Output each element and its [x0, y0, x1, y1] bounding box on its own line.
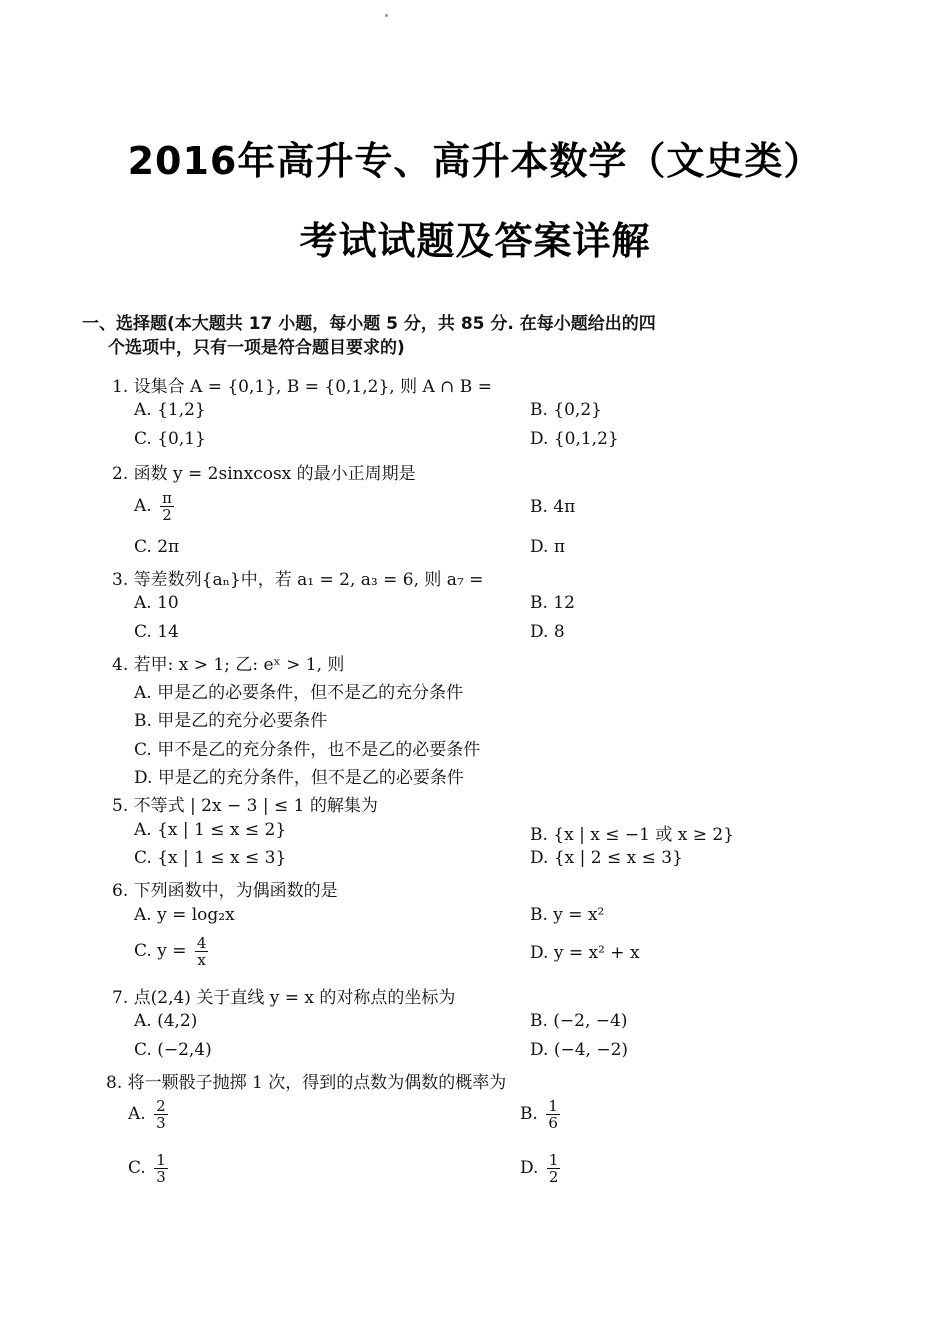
section-heading-line-2: 个选项中，只有一项是符合题目要求的) [108, 338, 405, 358]
fraction-denominator: 2 [548, 1168, 559, 1186]
fraction-numerator: 1 [548, 1151, 559, 1169]
question-5-stem: 5. 不等式 | 2x − 3 | ≤ 1 的解集为 [112, 796, 378, 816]
question-8-stem: 8. 将一颗骰子抛掷 1 次，得到的点数为偶数的概率为 [106, 1073, 507, 1093]
question-5-option-d: D. {x | 2 ≤ x ≤ 3} [530, 848, 683, 868]
fraction [160, 490, 174, 523]
fraction-denominator: x [197, 951, 206, 969]
question-8-option-d-label: D. [520, 1158, 539, 1178]
question-4-stem: 4. 若甲: x > 1; 乙: eˣ > 1, 则 [112, 655, 345, 675]
question-7-option-b: B. (−2, −4) [530, 1011, 628, 1031]
question-3-option-c: C. 14 [134, 622, 179, 642]
fraction-numerator: π [162, 489, 172, 507]
question-1-option-c: C. {0,1} [134, 429, 206, 449]
question-6-option-d: D. y = x² + x [530, 943, 640, 963]
question-4-option-d: D. 甲是乙的充分条件，但不是乙的必要条件 [134, 768, 464, 788]
question-1-option-b: B. {0,2} [530, 400, 602, 420]
question-7-option-c: C. (−2,4) [134, 1040, 212, 1060]
fraction-numerator: 1 [156, 1151, 166, 1169]
fraction [547, 1152, 561, 1185]
question-8-option-b [520, 1098, 560, 1131]
question-8-option-c-label: C. [128, 1158, 146, 1178]
question-6-option-c-label: C. y = [134, 941, 187, 961]
question-2-option-d: D. π [530, 537, 566, 557]
title-line-2: 考试试题及答案详解 [299, 219, 651, 263]
question-4-option-b: B. 甲是乙的充分必要条件 [134, 711, 328, 731]
question-4-option-a: A. 甲是乙的必要条件，但不是乙的充分条件 [134, 683, 464, 703]
section-heading-line-1: 一、选择题(本大题共 17 小题，每小题 5 分，共 85 分. 在每小题给出的四 [82, 314, 656, 334]
scan-speck [385, 14, 388, 17]
question-2-option-b: B. 4π [530, 497, 576, 517]
question-4-option-c: C. 甲不是乙的充分条件，也不是乙的必要条件 [134, 740, 481, 760]
question-8-option-a [128, 1098, 168, 1131]
question-8-option-a-label: A. [128, 1104, 146, 1124]
question-1-option-a: A. {1,2} [134, 400, 206, 420]
fraction-denominator: 2 [162, 506, 172, 524]
fraction-numerator: 4 [196, 934, 207, 952]
question-5-option-c: C. {x | 1 ≤ x ≤ 3} [134, 848, 287, 868]
question-3-stem: 3. 等差数列{aₙ}中，若 a₁ = 2, a₃ = 6, 则 a₇ = [112, 570, 484, 590]
question-8-option-b-label: B. [520, 1104, 538, 1124]
fraction-numerator: 2 [156, 1097, 166, 1115]
fraction-denominator: 3 [156, 1168, 166, 1186]
question-6-option-b: B. y = x² [530, 905, 605, 925]
question-7-option-a: A. (4,2) [134, 1011, 198, 1031]
question-6-option-c [134, 935, 208, 968]
section-heading [82, 312, 722, 360]
question-6-option-a: A. y = log₂x [134, 905, 235, 925]
question-8-option-d [520, 1152, 560, 1185]
question-6-stem: 6. 下列函数中，为偶函数的是 [112, 881, 338, 901]
title-line-1: 2016年高升专、高升本数学（文史类） [127, 139, 823, 183]
question-3-option-b: B. 12 [530, 593, 575, 613]
fraction-denominator: 3 [156, 1114, 166, 1132]
question-5-option-a: A. {x | 1 ≤ x ≤ 2} [134, 820, 287, 840]
question-7-stem: 7. 点(2,4) 关于直线 y = x 的对称点的坐标为 [112, 988, 456, 1008]
question-1-option-d: D. {0,1,2} [530, 429, 619, 449]
question-5-option-b: B. {x | x ≤ −1 或 x ≥ 2} [530, 825, 735, 845]
question-1-stem: 1. 设集合 A = {0,1}, B = {0,1,2}, 则 A ∩ B = [112, 377, 492, 397]
question-8-option-c [128, 1152, 168, 1185]
question-3-option-d: D. 8 [530, 622, 565, 642]
fraction [154, 1152, 168, 1185]
question-2-option-c: C. 2π [134, 537, 180, 557]
question-3-option-a: A. 10 [134, 593, 179, 613]
fraction-numerator: 1 [548, 1097, 558, 1115]
fraction-denominator: 6 [548, 1114, 558, 1132]
question-7-option-d: D. (−4, −2) [530, 1040, 629, 1060]
fraction [195, 935, 209, 968]
question-2-option-a-label: A. [134, 496, 152, 516]
fraction [154, 1098, 168, 1131]
fraction [546, 1098, 560, 1131]
question-2-stem: 2. 函数 y = 2sinxcosx 的最小正周期是 [112, 464, 416, 484]
question-2-option-a [134, 490, 174, 523]
